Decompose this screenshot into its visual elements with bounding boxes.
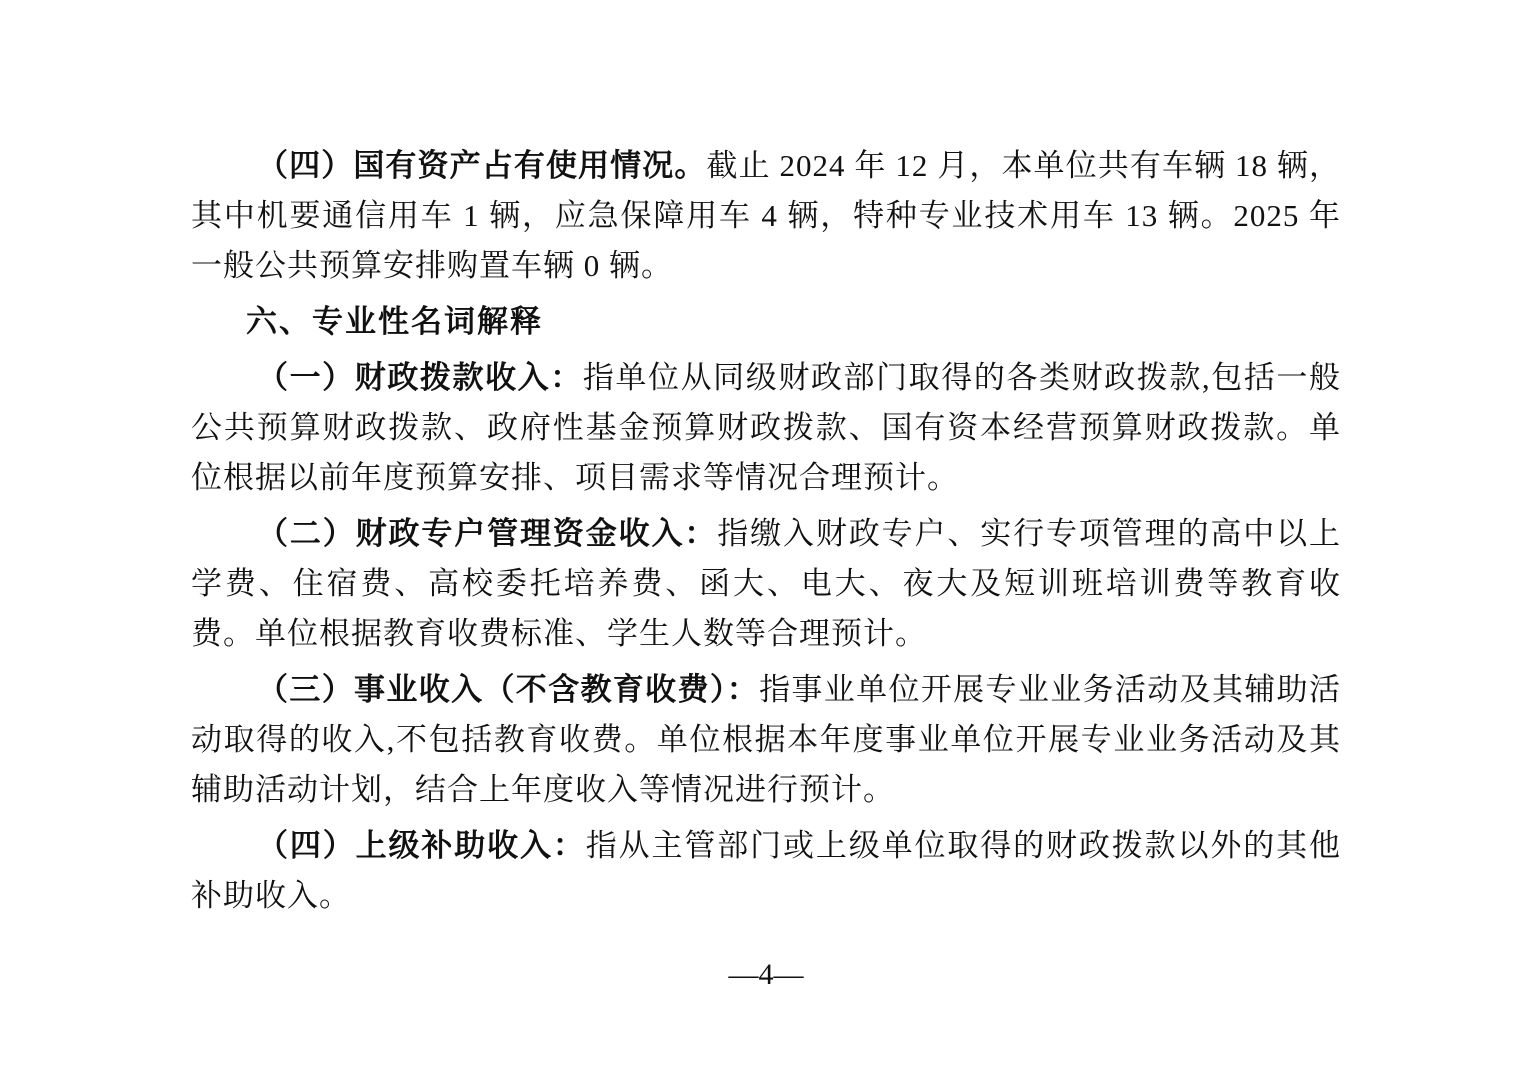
term-definition-2	[191, 509, 1341, 659]
term-definition-1-lead: （一）财政拨款收入：	[257, 360, 583, 395]
term-definition-4	[191, 821, 1341, 921]
term-definition-1	[191, 353, 1341, 503]
paragraph-state-assets-text: 截止 2024 年 12 月，本单位共有车辆 18 辆，其中机要通信用车 1 辆，应急保障用车 4 辆，特种专业技术用车 13 辆。2025 年一般公共预算安排购置车辆 0 辆。	[191, 148, 1341, 283]
term-definition-1-text: 指单位从同级财政部门取得的各类财政拨款,包括一般公共预算财政拨款、政府性基金预算财政拨款、国有资本经营预算财政拨款。单位根据以前年度预算安排、项目需求等情况合理预计。	[191, 360, 1342, 495]
document-page	[191, 141, 1341, 993]
paragraph-state-assets	[191, 141, 1341, 291]
paragraph-state-assets-lead: （四）国有资产占有使用情况。	[257, 148, 707, 183]
term-definition-3-lead: （三）事业收入（不含教育收费）：	[257, 672, 760, 707]
term-definition-4-text: 指从主管部门或上级单位取得的财政拨款以外的其他补助收入。	[191, 828, 1341, 913]
term-definition-4-lead: （四）上级补助收入：	[257, 828, 586, 863]
term-definition-2-lead: （二）财政专户管理资金收入：	[257, 516, 718, 551]
page-number: —4—	[728, 958, 804, 991]
term-definition-3-text: 指事业单位开展专业业务活动及其辅助活动取得的收入,不包括教育收费。单位根据本年度事业单位开展专业业务活动及其辅助活动计划，结合上年度收入等情况进行预计。	[191, 672, 1342, 807]
term-definition-3	[191, 665, 1341, 815]
term-definition-2-text: 指缴入财政专户、实行专项管理的高中以上学费、住宿费、高校委托培养费、函大、电大、夜大及短训班培训费等教育收费。单位根据教育收费标准、学生人数等合理预计。	[191, 516, 1341, 651]
section-heading-terminology: 六、专业性名词解释	[246, 304, 543, 339]
